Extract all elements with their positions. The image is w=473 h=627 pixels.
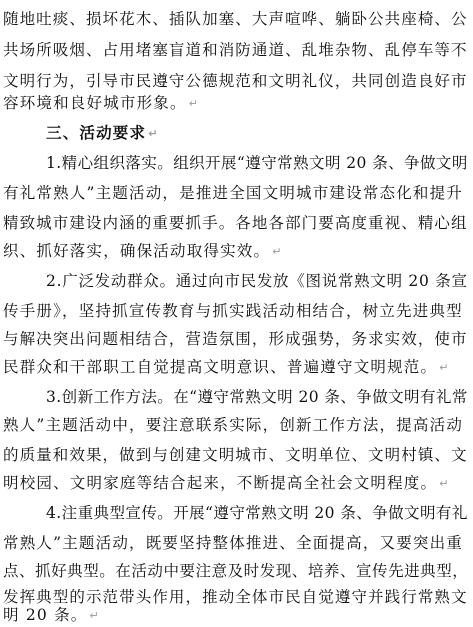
body-text-line: 熟人”主题活动中，要注意联系实际，创新工作方法，提高活动: [3, 416, 464, 434]
body-text-line: 文明行为，引导市民遵守公德规范和文明礼仪，共同创造良好市: [3, 72, 468, 90]
body-text-line: 1.精心组织落实。组织开展“遵守常熟文明 20 条、争做文明: [46, 154, 468, 172]
body-text-line: 有礼常熟人”主题活动，是推进全国文明城市建设常态化和提升: [3, 184, 464, 202]
body-text-line: 明 20 条。 ↵: [3, 606, 99, 624]
paragraph-mark: ↵: [272, 245, 282, 258]
paragraph-mark: ↵: [89, 609, 99, 622]
body-text-line: 明校园、文明家庭等结合起来，不断提高全社会文明程度。 ↵: [3, 474, 449, 492]
paragraph-mark: ↵: [439, 477, 449, 490]
body-text-line: 4.注重典型宣传。开展“遵守常熟文明 20 条、争做文明有礼: [46, 504, 468, 522]
body-text-line: 点、抓好典型。在活动中要注意及时发现、培养、宣传先进典型，: [3, 562, 469, 580]
body-text-line: 2.广泛发动群众。通过向市民发放《图说常熟文明 20 条宣: [46, 272, 468, 290]
body-text-line: 精致城市建设内涵的重要抓手。各地各部门要高度重视、精心组: [3, 214, 468, 232]
body-text-line: 常熟人”主题活动，既要坚持整体推进、全面提高，又要突出重: [3, 534, 464, 552]
paragraph-mark: ↵: [148, 127, 158, 140]
body-text-line: 共场所吸烟、占用堵塞盲道和消防通道、乱堆杂物、乱停车等不: [3, 41, 468, 59]
body-text-line: 与解决突出问题相结合，营造氛围，形成强势，务求实效，使市: [3, 330, 468, 348]
body-text-line: 随地吐痰、损坏花木、插队加塞、大声喧哗、躺卧公共座椅、公: [3, 10, 468, 28]
body-text-line: 容环境和良好城市形象。 ↵: [3, 94, 198, 112]
body-text-line: 传手册》，坚持抓宣传教育与抓实践活动相结合，树立先进典型: [3, 302, 463, 320]
body-text-line: 民群众和干部职工自觉提高文明意识、普遍遵守文明规范。 ↵: [3, 358, 449, 376]
paragraph-mark: ↵: [188, 97, 198, 110]
section-heading: 三、活动要求 ↵: [46, 124, 158, 142]
paragraph-mark: ↵: [439, 361, 449, 374]
body-text-line: 织、抓好落实，确保活动取得实效。 ↵: [3, 242, 282, 260]
body-text-line: 发挥典型的示范带头作用，推动全体市民自觉遵守并践行常熟文: [3, 588, 468, 606]
body-text-line: 的质量和效果，做到与创建文明城市、文明单位、文明村镇、文: [3, 446, 468, 464]
body-text-line: 3.创新工作方法。在“遵守常熟文明 20 条、争做文明有礼常: [46, 388, 468, 406]
